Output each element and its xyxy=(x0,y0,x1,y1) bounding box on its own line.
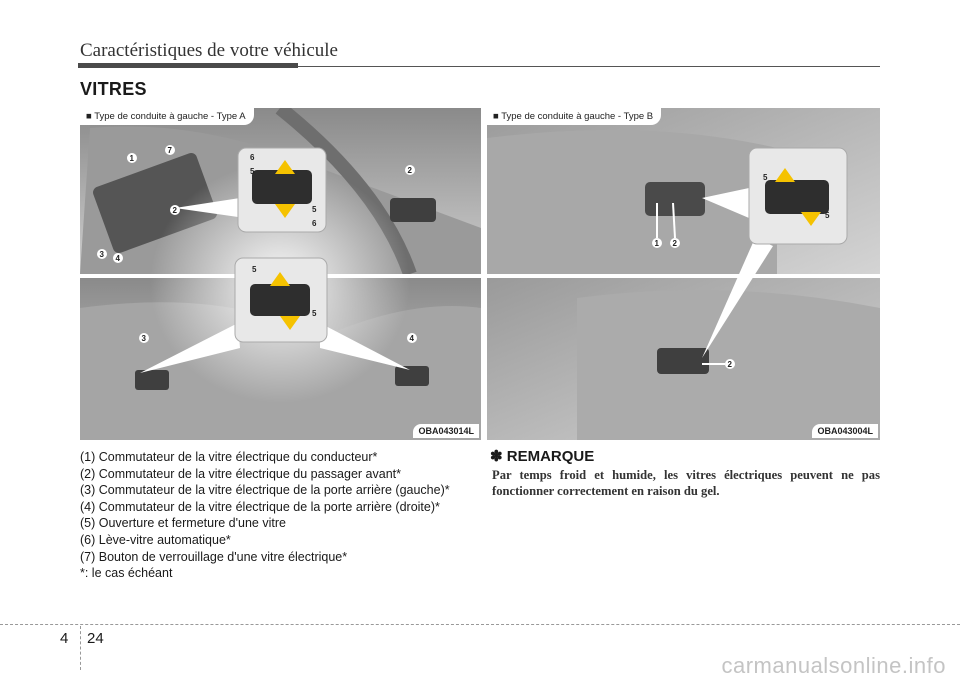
callout-number: 6 xyxy=(312,219,317,228)
list-item: (4) Commutateur de la vitre électrique de la porte arrière (droite)* xyxy=(80,499,440,514)
callout-number: 2 xyxy=(407,166,412,175)
callout-number: 2 xyxy=(727,360,732,369)
callout-number: 5 xyxy=(312,205,317,214)
callout-number: 1 xyxy=(654,239,659,248)
list-item: (3) Commutateur de la vitre électrique de la porte arrière (gauche)* xyxy=(80,483,450,498)
figure-type-b xyxy=(487,108,880,440)
section-title: VITRES xyxy=(80,79,147,99)
callout-number: 5 xyxy=(250,167,255,176)
remark-body: Par temps froid et humide, les vitres électriques peuvent ne pas fonctionner correctement en raison du gel. xyxy=(492,468,880,498)
header-title: Caractéristiques de votre véhicule xyxy=(80,40,338,61)
callout-number: 3 xyxy=(99,250,104,259)
figure-caption: ■ Type de conduite à gauche - Type B xyxy=(487,108,661,125)
driver-switch-panel xyxy=(645,182,705,216)
passenger-switch xyxy=(390,198,436,222)
callout-number: 5 xyxy=(825,211,830,220)
rear-left-switch xyxy=(135,370,169,390)
list-item: (6) Lève-vitre automatique* xyxy=(80,532,231,547)
watermark: carmanualsonline.info xyxy=(721,653,946,678)
remark-title: ✽ REMARQUE xyxy=(490,448,595,465)
passenger-switch xyxy=(657,348,709,374)
list-footnote: *: le cas échéant xyxy=(80,566,173,581)
list-item: (5) Ouverture et fermeture d'une vitre xyxy=(80,516,286,531)
figure-code: OBA043004L xyxy=(812,424,878,438)
callout-number: 4 xyxy=(115,254,120,263)
callout-number: 3 xyxy=(141,334,146,343)
callout-number: 5 xyxy=(312,309,317,318)
zoomed-switch xyxy=(252,170,312,204)
page-number: 24 xyxy=(87,630,104,647)
list-item: (2) Commutateur de la vitre électrique du passager avant* xyxy=(80,466,401,481)
legend-list xyxy=(80,449,472,582)
callout-number: 6 xyxy=(250,153,255,162)
callout-number: 4 xyxy=(409,334,414,343)
zoomed-switch xyxy=(765,180,829,214)
figure-code: OBA043014L xyxy=(413,424,479,438)
figure-type-a xyxy=(80,108,481,440)
figure-a-illustration xyxy=(80,108,481,440)
panel-divider xyxy=(487,274,880,278)
figure-b-illustration xyxy=(487,108,880,440)
header-rule-thin xyxy=(298,66,880,67)
list-item: (1) Commutateur de la vitre électrique du conducteur* xyxy=(80,450,378,464)
footer-divider xyxy=(0,624,960,625)
zoomed-switch xyxy=(250,284,310,316)
header-rule-thick xyxy=(78,63,298,68)
rear-right-switch xyxy=(395,366,429,386)
footer-vertical-divider xyxy=(80,626,81,670)
chapter-number: 4 xyxy=(60,630,69,647)
callout-number: 1 xyxy=(129,154,134,163)
callout-number: 2 xyxy=(172,206,177,215)
list-item: (7) Bouton de verrouillage d'une vitre électrique* xyxy=(80,549,348,564)
callout-number: 5 xyxy=(763,173,768,182)
callout-number: 2 xyxy=(672,239,677,248)
figure-caption: ■ Type de conduite à gauche - Type A xyxy=(80,108,254,125)
callout-number: 7 xyxy=(167,146,172,155)
callout-number: 5 xyxy=(252,265,257,274)
